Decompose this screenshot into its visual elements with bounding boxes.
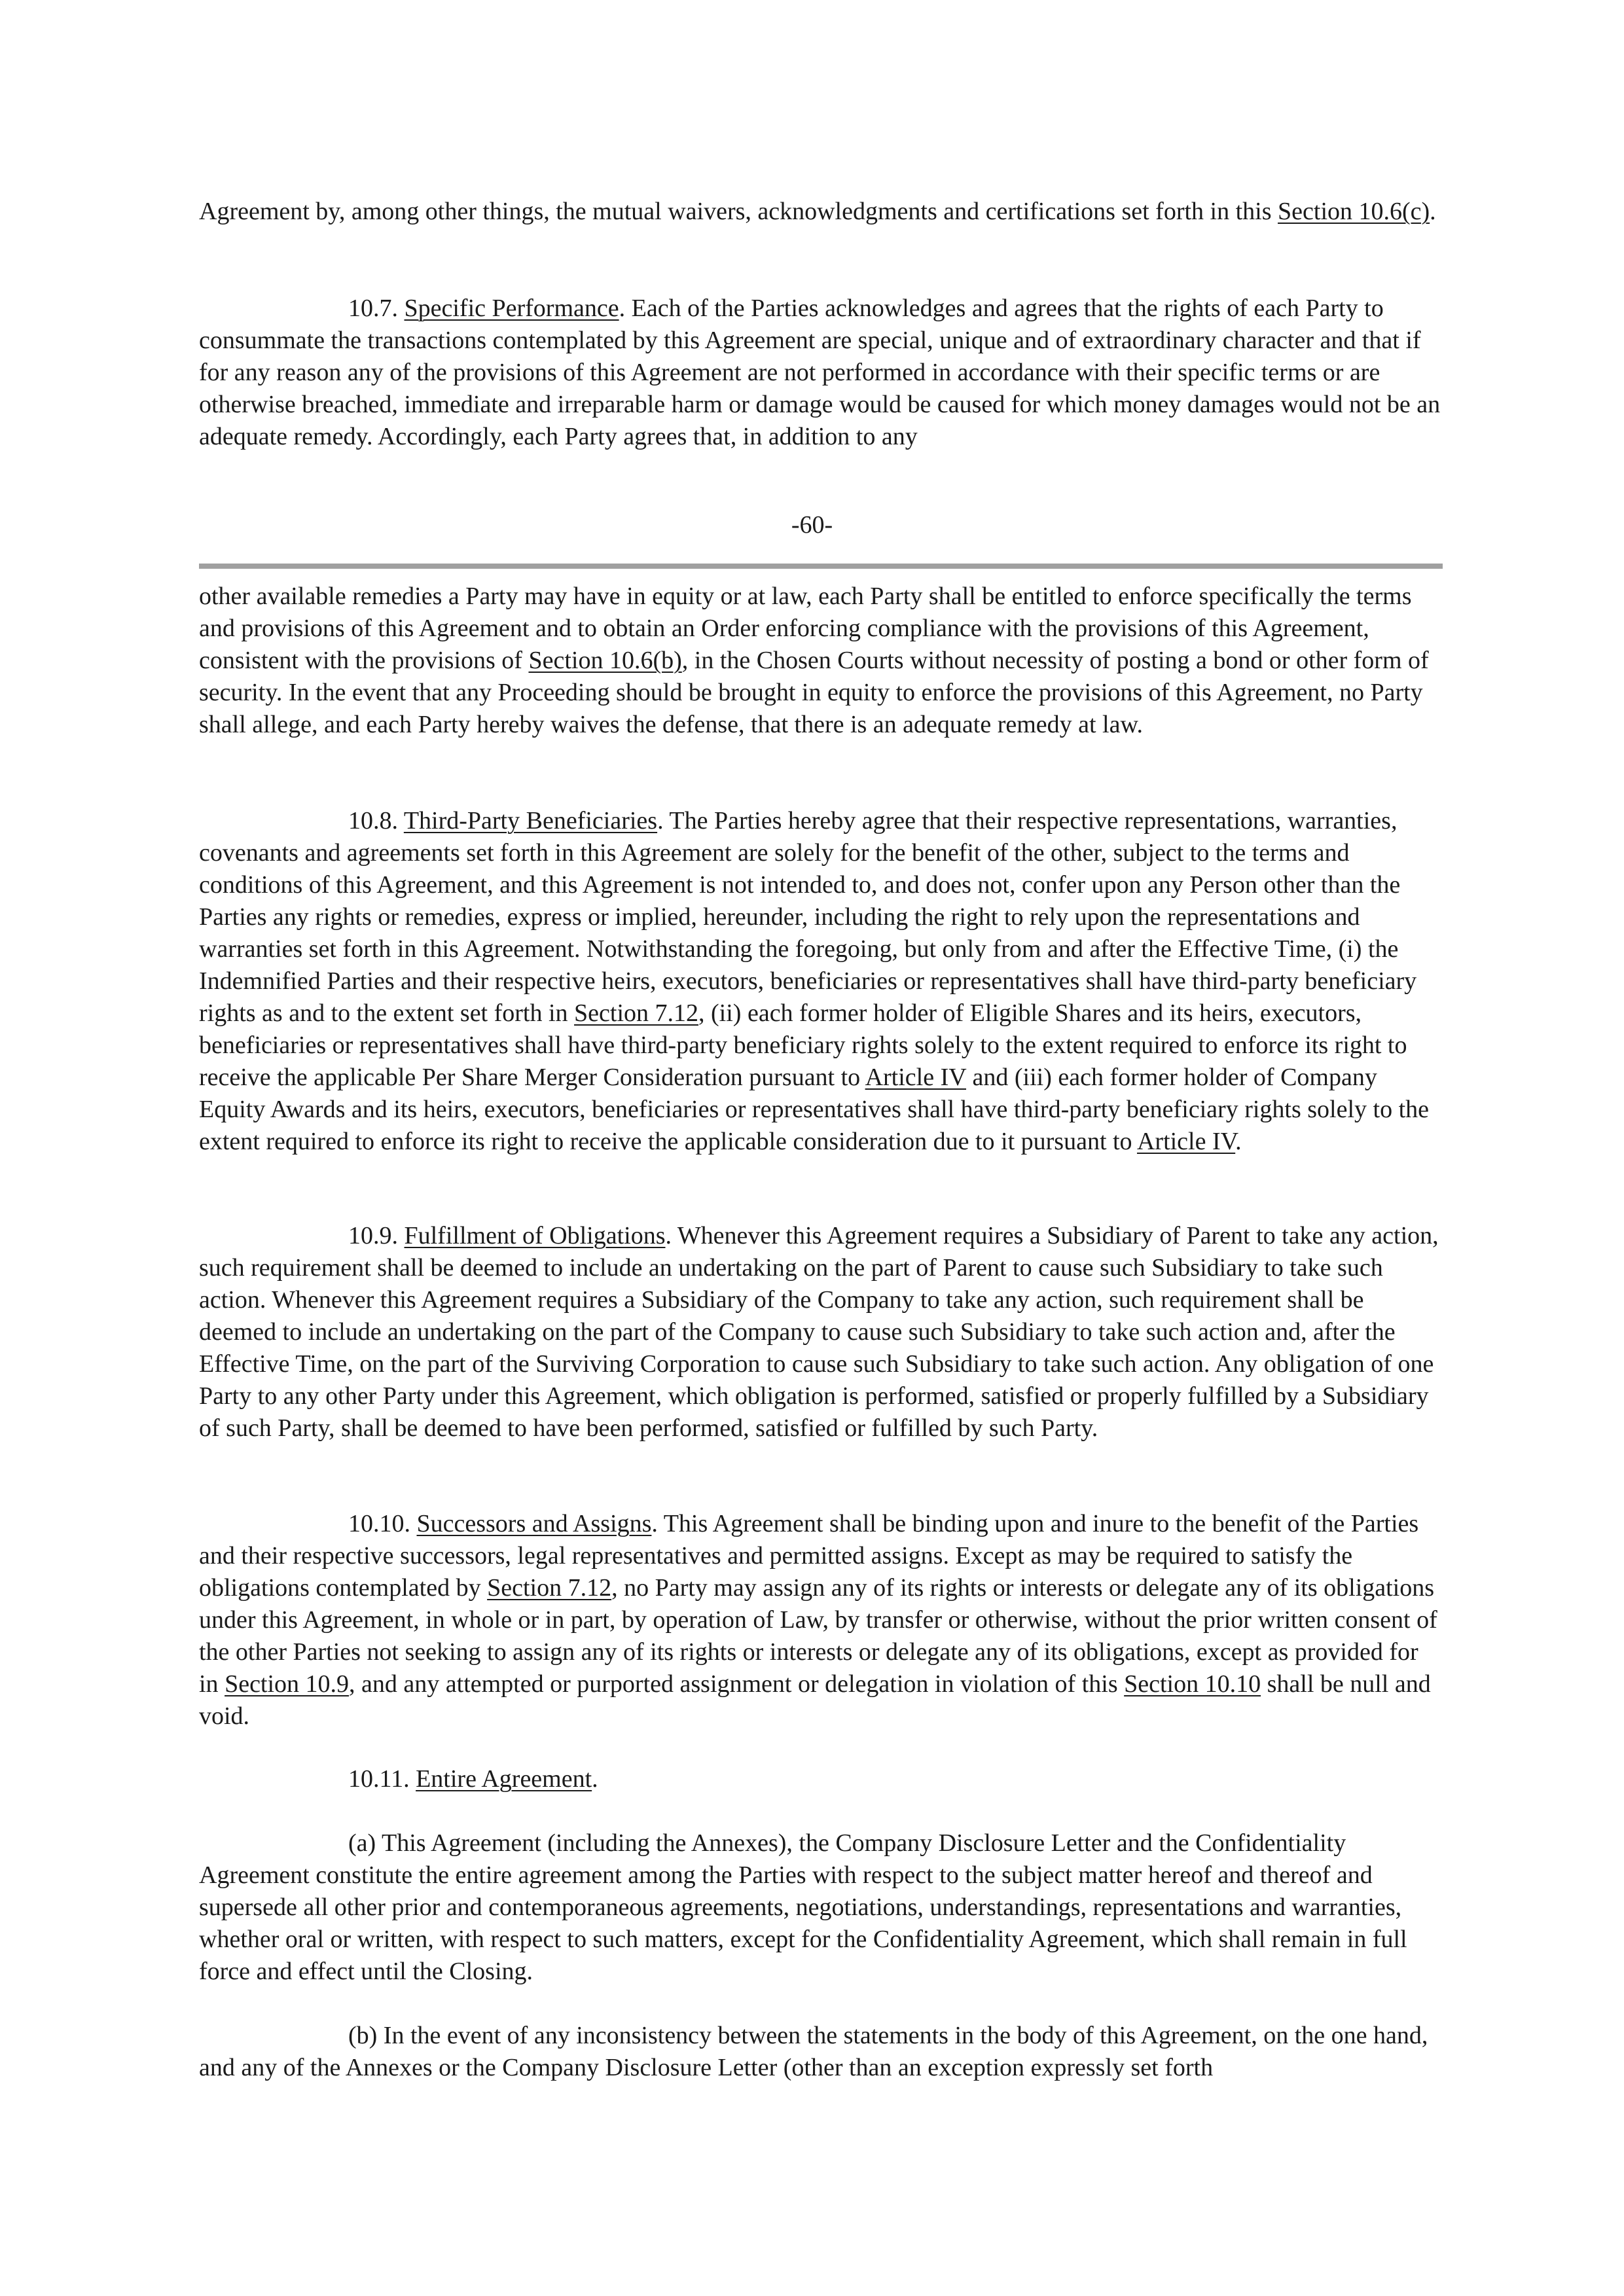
paragraph-text: (a) This Agreement (including the Annexes), the Company Disclosure Letter and the Confidentiality Agreement constitute the entire agreement among the Parties with respect to the subject matter hereof and thereof and supersede all other prior and contemporaneous agreements, negotiations, understandings, representations and warranties, whether oral or written, with respect to such matters, except for the Confidentiality Agreement, which shall remain in full force and effect until the Closing. [199,1829,1407,1985]
section-10-10-paragraph [199,1508,1443,1732]
paragraph-text: , (ii) each former holder of Eligible Shares and its heirs, executors, beneficiaries or representatives shall have third-party beneficiary rights solely to the extent required to enforce its right to receive the applicable Per Share Merger Consideration pursuant to [199,999,1407,1091]
section-10-11-b-paragraph [199,2020,1443,2084]
section-reference-link[interactable]: Section 10.6(c) [1278,198,1430,225]
section-number: 10.8. [348,807,404,834]
section-heading: Entire Agreement [416,1765,592,1793]
section-10-8-paragraph [199,805,1443,1158]
article-reference-link[interactable]: Article IV [1136,1128,1236,1155]
section-number: 10.10. [348,1510,417,1537]
paragraph-text: Agreement by, among other things, the mutual waivers, acknowledgments and certifications set forth in this [199,198,1278,225]
paragraph-text: . [1235,1128,1242,1155]
page-number: -60- [791,511,833,539]
paragraph-text: , and any attempted or purported assignment or delegation in violation of this [349,1670,1125,1698]
paragraph-text: other available remedies a Party may have in equity or at law, each Party shall be entitled to enforce specifically the terms and provisions of this Agreement and to obtain an Order enforcing compliance with the provisions of this Agreement, consistent with the provisions of [199,583,1412,674]
section-number: 10.11. [348,1765,416,1793]
paragraph-text: and (iii) each former holder of Company Equity Awards and its heirs, executors, beneficiaries or representatives shall have third-party beneficiary rights solely to the extent required to enforce its right to receive the applicable consideration due to it pursuant to [199,1064,1430,1155]
section-reference-link[interactable]: Section 7.12 [574,999,699,1027]
section-reference-link[interactable]: Section 10.9 [225,1670,350,1698]
section-10-9-paragraph [199,1220,1443,1444]
paragraph-text: . This Agreement shall be binding upon and inure to the benefit of the Parties and their respective successors, legal representatives and permitted assigns. Except as may be required to satisfy the obligations contemplated by [199,1510,1419,1602]
section-10-11-a-paragraph [199,1827,1443,1988]
paragraph-text: . Whenever this Agreement requires a Subsidiary of Parent to take any action, such requirement shall be deemed to include an undertaking on the part of Parent to cause such Subsidiary to take such action. Whenever this Agreement requires a Subsidiary of the Company to take any action, such requirement shall be deemed to include an undertaking on the part of the Company to cause such Subsidiary to take such action and, after the Effective Time, on the part of the Surviving Corporation to cause such Subsidiary to take such action. Any obligation of one Party to any other Party under this Agreement, which obligation is performed, satisfied or properly fulfilled by a Subsidiary of such Party, shall be deemed to have been performed, satisfied or fulfilled by such Party. [199,1222,1439,1442]
section-10-7-paragraph [199,293,1443,453]
section-number: 10.9. [348,1222,405,1249]
paragraph-text: . [592,1765,598,1793]
section-reference-link[interactable]: Section 10.6(b) [528,647,682,674]
section-10-7-continuation [199,581,1443,741]
paragraph-text: , in the Chosen Courts without necessity of posting a bond or other form of security. In the event that any Proceeding should be brought in equity to enforce the provisions of this Agreement, no Party shall allege, and each Party hereby waives the defense, that there is an adequate remedy at law. [199,647,1429,738]
paragraph-text: . [1430,198,1436,225]
section-heading: Successors and Assigns [416,1510,652,1537]
paragraph-text: . The Parties hereby agree that their respective representations, warranties, covenants and agreements set forth in this Agreement are solely for the benefit of the other, subject to the terms and conditions of this Agreement, and this Agreement is not intended to, and does not, confer upon any Person other than the Parties any rights or remedies, express or implied, hereunder, including the right to rely upon the representations and warranties set forth in this Agreement. Notwithstanding the foregoing, but only from and after the Effective Time, (i) the Indemnified Parties and their respective heirs, executors, beneficiaries or representatives shall have third-party beneficiary rights as and to the extent set forth in [199,807,1417,1027]
section-heading: Fulfillment of Obligations [404,1222,666,1249]
section-10-11-heading-paragraph [199,1763,1443,1795]
section-heading: Specific Performance [404,295,619,322]
paragraph-text: shall be null and void. [199,1670,1431,1730]
article-reference-link[interactable]: Article IV [865,1064,966,1091]
page-break-divider [199,564,1443,569]
paragraph-text: (b) In the event of any inconsistency between the statements in the body of this Agreement, on the one hand, and any of the Annexes or the Company Disclosure Letter (other than an exception expressly set forth [199,2022,1428,2081]
section-reference-link[interactable]: Section 10.10 [1124,1670,1261,1698]
section-heading: Third-Party Beneficiaries [403,807,658,834]
paragraph-10-6c-continuation [199,196,1443,228]
paragraph-text: , no Party may assign any of its rights or interests or delegate any of its obligations under this Agreement, in whole or in part, by operation of Law, by transfer or otherwise, without the prior written consent of the other Parties not seeking to assign any of its rights or interests or delegate any of its obligations, except as provided for in [199,1574,1437,1698]
section-reference-link[interactable]: Section 7.12 [487,1574,612,1602]
section-number: 10.7. [348,295,405,322]
paragraph-text: . Each of the Parties acknowledges and agrees that the rights of each Party to consummate the transactions contemplated by this Agreement are special, unique and of extraordinary character and that if for any reason any of the provisions of this Agreement are not performed in accordance with their specific terms or are otherwise breached, immediate and irreparable harm or damage would be caused for which money damages would not be an adequate remedy. Accordingly, each Party agrees that, in addition to any [199,295,1441,450]
